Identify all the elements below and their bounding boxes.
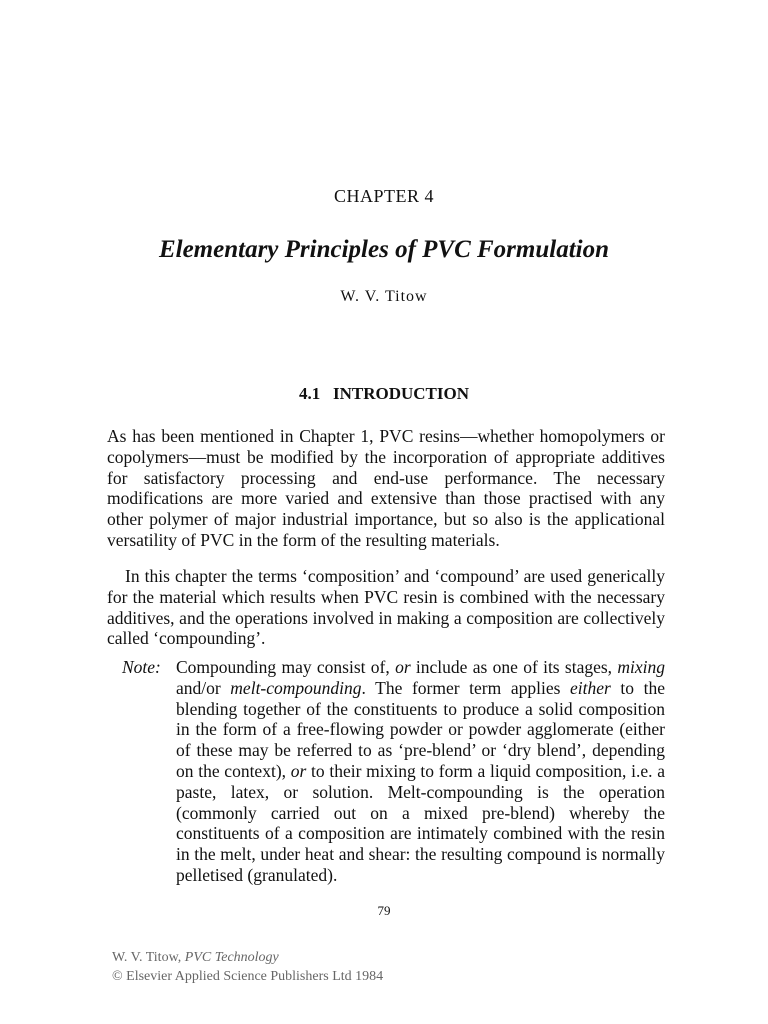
footer-author: W. V. Titow,: [112, 950, 185, 965]
note-emphasis: melt-compounding: [230, 677, 362, 698]
page-number: 79: [377, 903, 391, 918]
chapter-title: Elementary Principles of PVC Formulation: [158, 236, 610, 263]
intro-paragraph-2-text: In this chapter the terms ‘composition’ and ‘compound’ are used generically for the material which results when PVC resin is combined with the necessary additives, and the operations involved in making a composition are collectively called ‘compounding’.: [107, 566, 665, 649]
note-text-part: . The former term applies: [361, 677, 570, 698]
intro-paragraph-2: [107, 566, 665, 649]
note-emphasis: mixing: [617, 657, 666, 677]
note-text-part: Compounding may consist of,: [176, 657, 396, 677]
note-emphasis: or: [290, 760, 307, 781]
section-heading: 4.1 INTRODUCTION: [298, 384, 470, 403]
intro-paragraph-1: As has been mentioned in Chapter 1, PVC resins—whether homopolymers or copolymers—must be modified by the incorporation of appropriate additives for satisfactory processing and end-use performance. The necessary modifications are more varied and extensive than those practised with any other polymer of major industrial importance, but so also is the applicational versatility of PVC in the form of the resulting materials.: [107, 426, 665, 550]
note-text-part: to their mixing to form a liquid composition, i.e. a paste, latex, or solution. Melt-compounding is the operation (commonly carried out on a mixed pre-blend) whereby the constituents of a composition are intimately combined with the resin in the melt, under heat and shear: the resulting compound is normally pelletised (granulated).: [176, 760, 665, 885]
note-text-part: to the blending together of the constituents to produce a solid composition in the form of a free-flowing powder or powder agglomerate (either of these may be referred to as ‘pre-blend’ or ‘dry blend’, depending on the context),: [176, 677, 665, 781]
note-text-part: include as one of its stages,: [410, 657, 618, 677]
footer-book-title: PVC Technology: [184, 950, 279, 965]
note-text-part: and/or: [176, 677, 231, 698]
note-text: [176, 657, 665, 886]
note-emphasis: either: [569, 677, 611, 698]
footer-copyright: © Elsevier Applied Science Publishers Ltd 1984: [112, 969, 384, 984]
footer-source-line: [112, 948, 383, 967]
footer-citation: [112, 948, 383, 986]
chapter-author: W. V. Titow: [340, 288, 428, 305]
chapter-label: CHAPTER 4: [333, 186, 434, 206]
note-label: Note:: [122, 657, 161, 677]
note-emphasis: or: [395, 657, 411, 677]
note-block: [122, 657, 665, 886]
